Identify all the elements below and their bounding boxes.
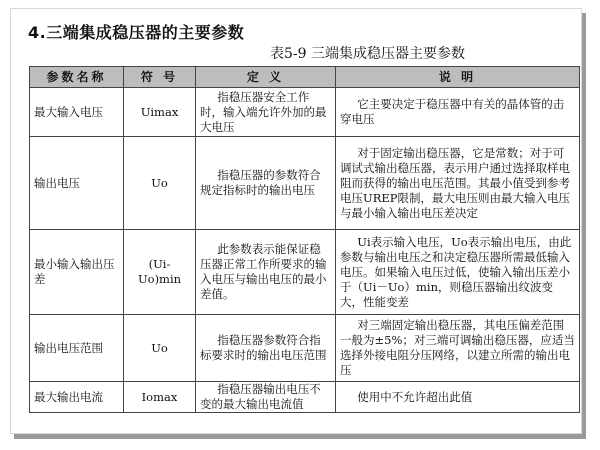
- param-definition: 指稳压器安全工作时，输入端允许外加的最大电压: [196, 88, 336, 137]
- param-definition: 指稳压器输出电压不变的最大输出电流值: [196, 382, 336, 413]
- param-explanation: 使用中不允许超出此值: [336, 382, 580, 413]
- table-row: [30, 382, 580, 413]
- param-explanation: 对于固定输出稳压器，它是常数；对于可调试式输出稳压器，表示用户通过选择取样电阻而获得的输出电压范围。其最小值受到参考电压UREP限制，最大电压则由最大输入电压与最小输入输出电压差决定: [336, 137, 580, 230]
- table-row: [30, 230, 580, 315]
- param-definition: 此参数表示能保证稳压器正常工作所要求的输入电压与输出电压的最小差值。: [196, 230, 336, 315]
- param-explanation: Ui表示输入电压，Uo表示输出电压，由此参数与输出电压之和决定稳压器所需最低输入电压。如果输入电压过低，使输入输出压差小于（Ui－Uo）min，则稳压器输出纹波变大，性能变差: [336, 230, 580, 315]
- header-definition: 定 义: [196, 67, 336, 88]
- table-row: [30, 88, 580, 137]
- param-symbol: Uimax: [124, 88, 196, 137]
- param-symbol: Iomax: [124, 382, 196, 413]
- param-name: 输出电压范围: [30, 315, 124, 382]
- param-definition: 指稳压器的参数符合规定指标时的输出电压: [196, 137, 336, 230]
- table-row: [30, 315, 580, 382]
- param-explanation: 对三端固定输出稳压器，其电压偏差范围一般为±5%；对三端可调输出稳压器，应适当选择外接电阻分压网络，以建立所需的输出电压: [336, 315, 580, 382]
- table-header-row: [30, 67, 580, 88]
- param-explanation: 它主要决定于稳压器中有关的晶体管的击穿电压: [336, 88, 580, 137]
- param-name: 最大输入电压: [30, 88, 124, 137]
- param-name: 最大输出电流: [30, 382, 124, 413]
- header-symbol: 符 号: [124, 67, 196, 88]
- param-symbol: Uo: [124, 137, 196, 230]
- header-explanation: 说 明: [336, 67, 580, 88]
- param-symbol: Uo: [124, 315, 196, 382]
- param-definition: 指稳压器参数符合指标要求时的输出电压范围: [196, 315, 336, 382]
- param-symbol: (Ui-Uo)min: [124, 230, 196, 315]
- parameters-table: [29, 66, 580, 413]
- section-title: 4.三端集成稳压器的主要参数: [28, 23, 245, 42]
- table-row: [30, 137, 580, 230]
- param-name: 最小输入输出压差: [30, 230, 124, 315]
- table-caption: 表5-9 三端集成稳压器主要参数: [270, 46, 465, 62]
- param-name: 输出电压: [30, 137, 124, 230]
- header-name: 参数名称: [30, 67, 124, 88]
